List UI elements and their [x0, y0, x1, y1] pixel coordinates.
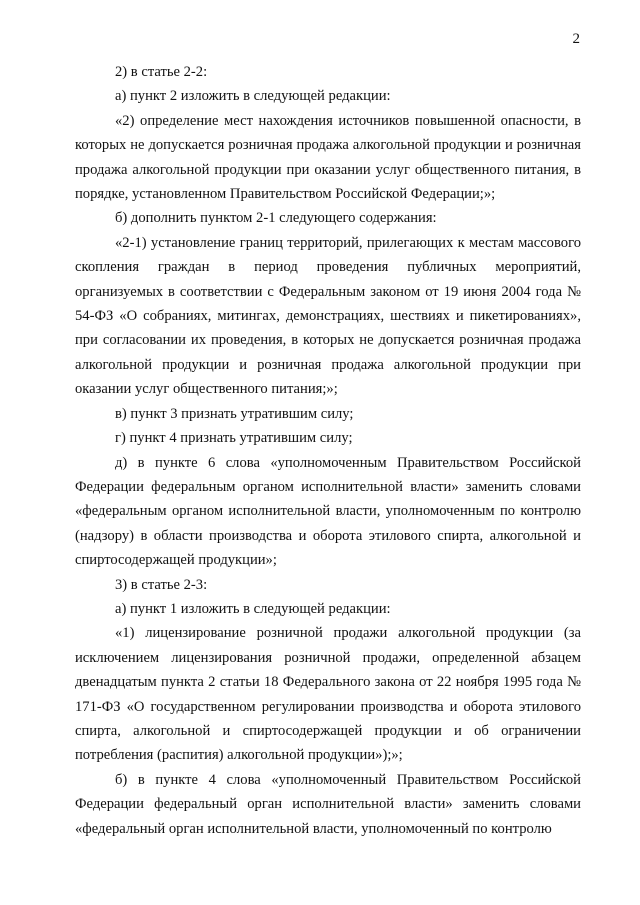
paragraph: б) в пункте 4 слова «уполномоченный Правительством Российской Федерации федеральный орган исполнительной власти» заменить словами «федеральный орган исполнительной власти, уполномоченный по контролю	[75, 771, 581, 837]
paragraph: 2) в статье 2-2:	[115, 64, 208, 80]
paragraph: «1) лицензирование розничной продажи алкогольной продукции (за исключением лицензирования розничной продажи, определенной абзацем двенадцатым пункта 2 статьи 18 Федерального закона от 22 ноября 1995 года № 171-ФЗ «О государственном регулировании производства и оборота этилового спирта, алкогольной и спиртосодержащей продукции и об ограничении потребления (распития) алкогольной продукции»);»;	[75, 625, 581, 764]
paragraph: 3) в статье 2-3:	[115, 576, 208, 593]
paragraph: д) в пункте 6 слова «уполномоченным Правительством Российской Федерации федеральным органом исполнительной власти» заменить словами «федеральным органом исполнительной власти, уполномоченным по контролю (надзору) в области производства и оборота этилового спирта, алкогольной и спиртосодержащей продукции»;	[75, 454, 581, 569]
paragraph: г) пункт 4 признать утратившим силу;	[115, 430, 353, 447]
paragraph: «2) определение мест нахождения источников повышенной опасности, в которых не допускается розничная продажа алкогольной продукции и розничная продажа алкогольной продукции при оказании услуг общественного питания, в порядке, установленном Правительством Российской Федерации;»;	[75, 112, 581, 203]
paragraph: а) пункт 2 изложить в следующей редакции:	[115, 88, 391, 105]
document-body	[75, 60, 581, 841]
paragraph: «2-1) установление границ территорий, прилегающих к местам массового скопления граждан в период проведения публичных мероприятий, организуемых в соответствии с Федеральным законом от 19 июня 2004 года № 54-ФЗ «О собраниях, митингах, демонстрациях, шествиях и пикетированиях», при согласовании их проведения, в которых не допускается розничная продажа алкогольной продукции и розничная продажа алкогольной продукции при оказании услуг общественного питания;»;	[75, 234, 581, 398]
page-number: 2	[572, 31, 580, 47]
paragraph: в) пункт 3 признать утратившим силу;	[115, 405, 354, 422]
paragraph: б) дополнить пунктом 2-1 следующего содержания:	[115, 210, 437, 227]
paragraph: а) пункт 1 изложить в следующей редакции:	[115, 600, 391, 617]
